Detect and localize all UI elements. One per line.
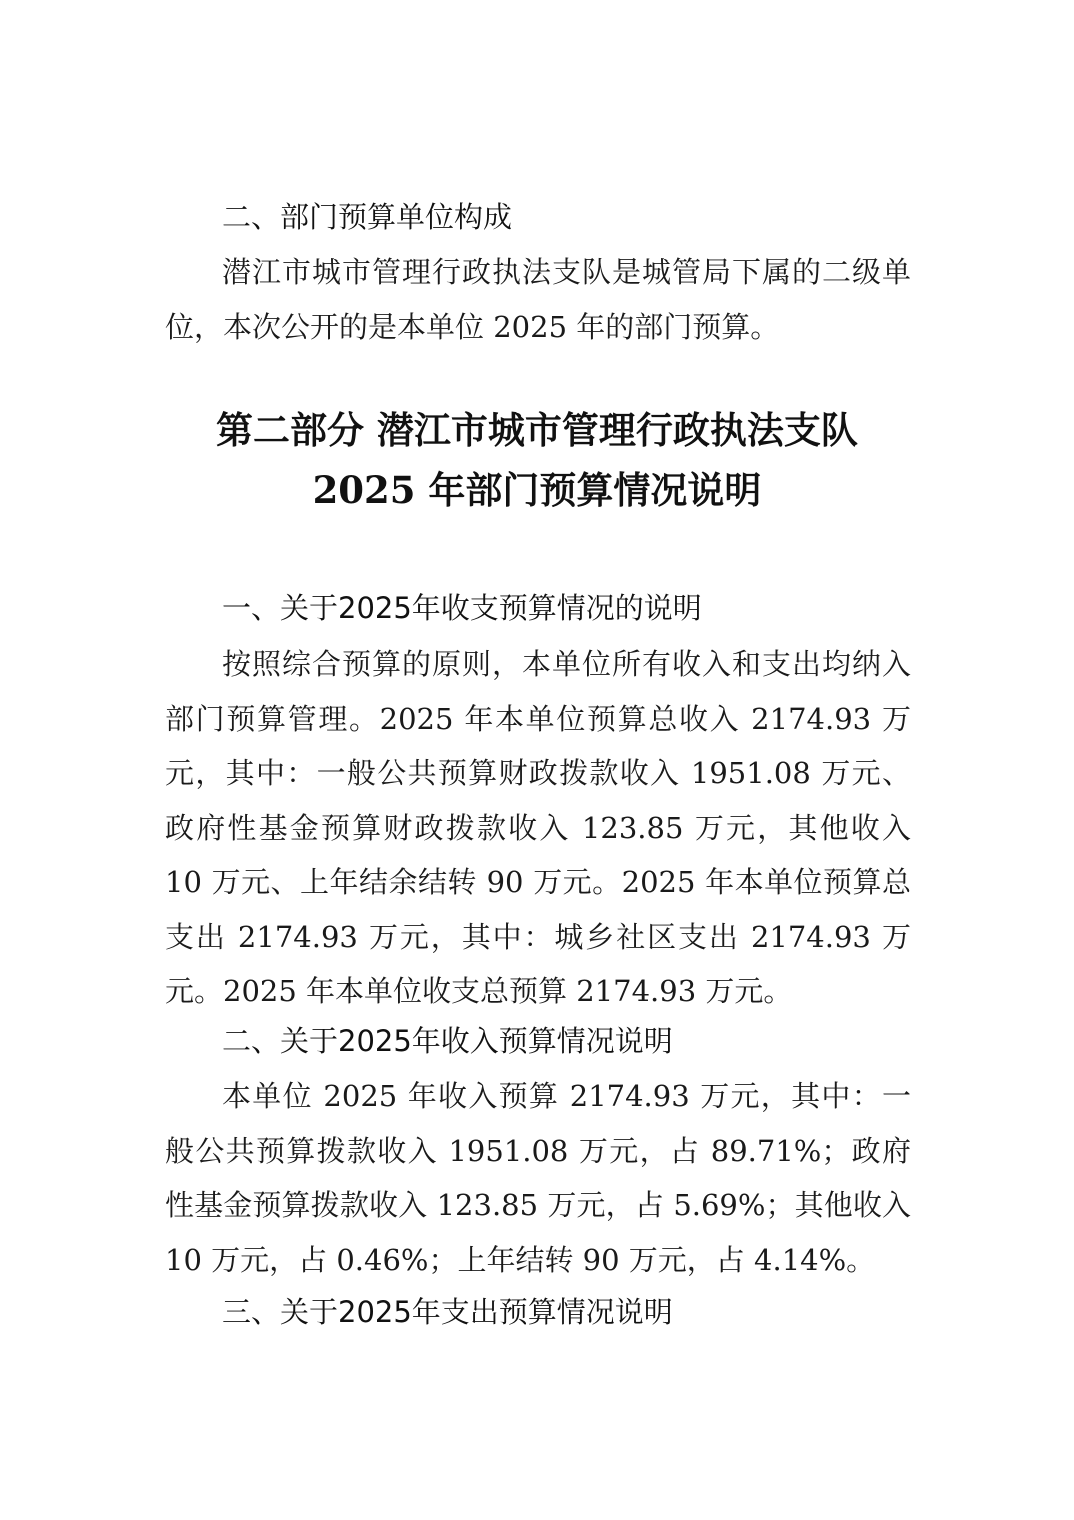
section-heading-unit-composition: 二、部门预算单位构成 — [222, 200, 513, 234]
paragraph-unit-composition: 潜江市城市管理行政执法支队是城管局下属的二级单位，本次公开的是本单位 2025 年的部门预算。 — [165, 255, 911, 344]
section-heading-income-expense: 一、关于2025年收支预算情况的说明 — [222, 591, 702, 625]
part-title-line-1: 第二部分 潜江市城市管理行政执法支队 — [216, 408, 858, 452]
paragraph-income-budget: 本单位 2025 年收入预算 2174.93 万元，其中：一般公共预算拨款收入 1951.08 万元，占 89.71%；政府性基金预算拨款收入 123.85 万元，占 5.69%；其他收入 10 万元，占 0.46%；上年结转 90 万元，占 4.14%。 — [165, 1079, 911, 1277]
section-heading-income-budget: 二、关于2025年收入预算情况说明 — [222, 1024, 673, 1058]
section-heading-expense-budget: 三、关于2025年支出预算情况说明 — [222, 1295, 673, 1329]
paragraph-income-expense: 按照综合预算的原则，本单位所有收入和支出均纳入部门预算管理。2025 年本单位预算总收入 2174.93 万元，其中：一般公共预算财政拨款收入 1951.08 万元、政府性基金预算财政拨款收入 123.85 万元，其他收入 10 万元、上年结余结转 90 万元。2025 年本单位预算总支出 2174.93 万元，其中：城乡社区支出 2174.93 万元。2025 年本单位收支总预算 2174.93 万元。 — [165, 647, 911, 1008]
part-title-line-2: 2025 年部门预算情况说明 — [312, 468, 762, 512]
